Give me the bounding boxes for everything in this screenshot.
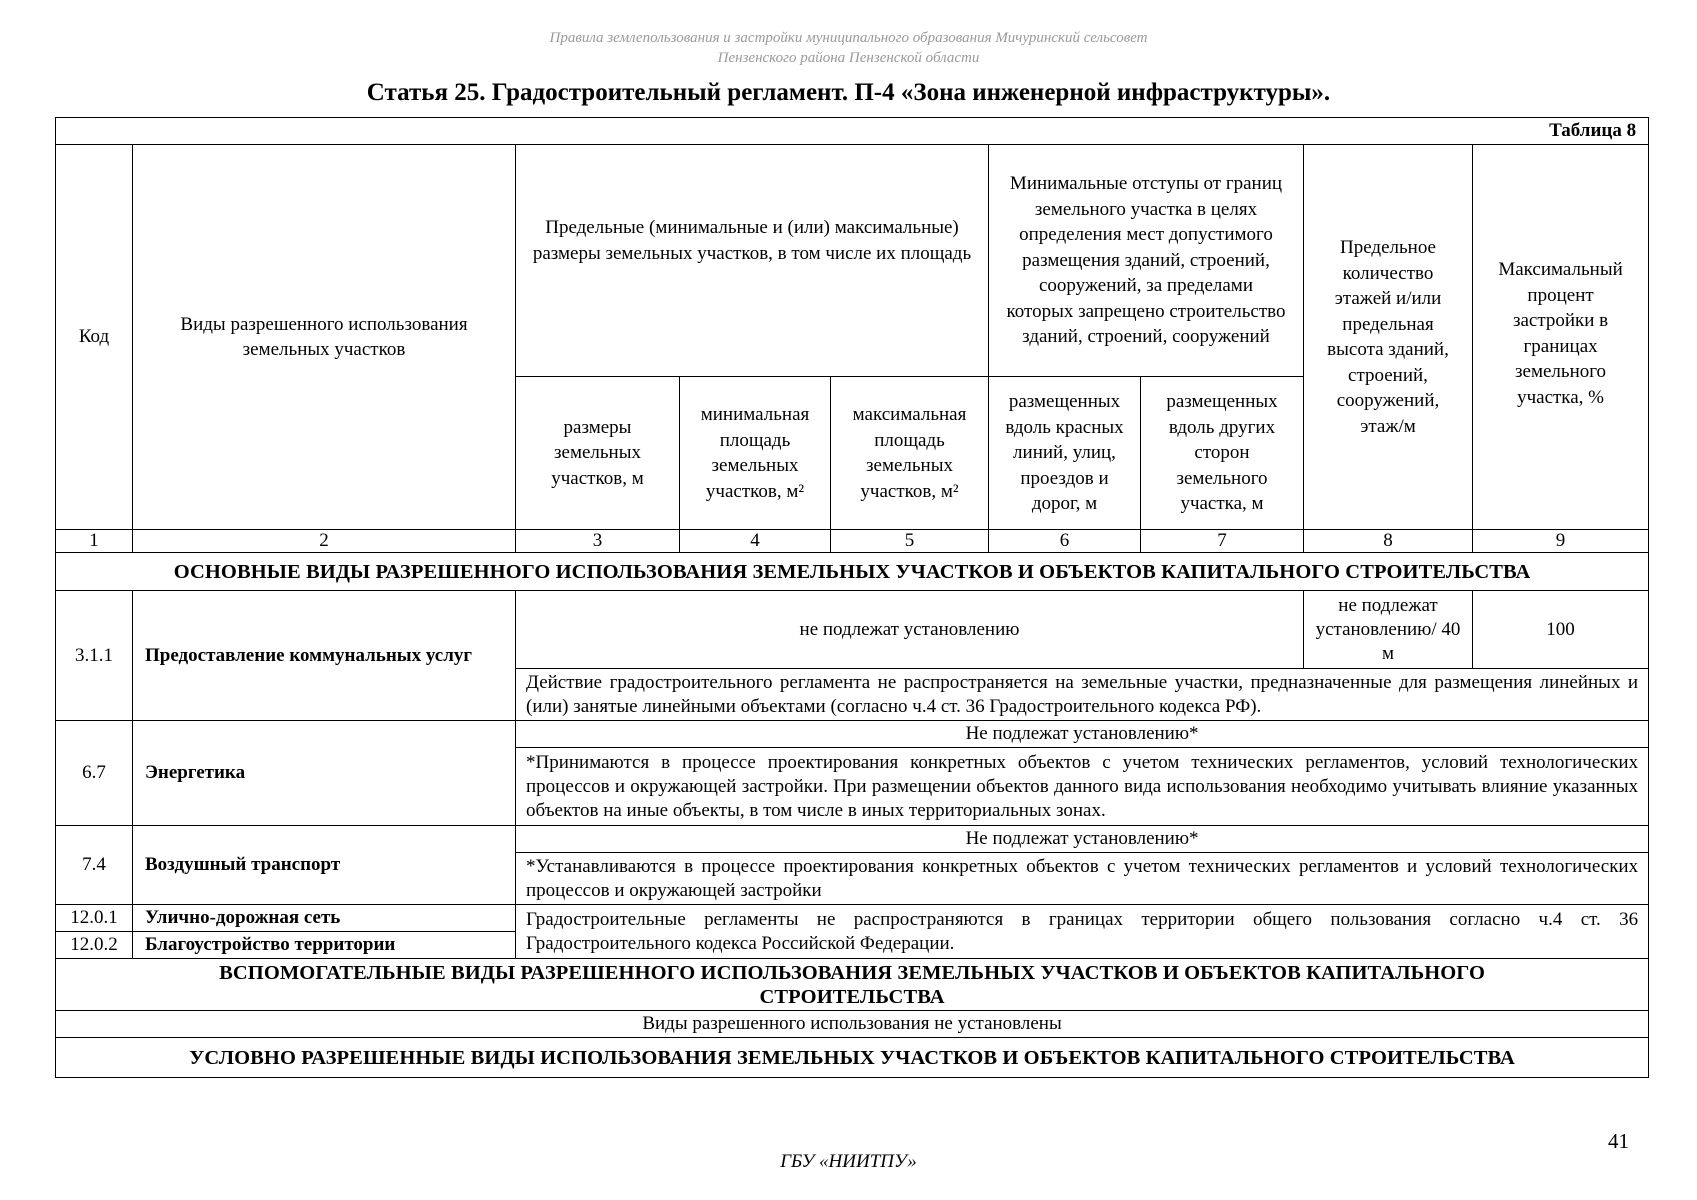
row-limits: Не подлежат установлению* [516, 826, 1649, 853]
running-header [0, 28, 1697, 68]
column-number: 1 [56, 530, 133, 553]
row-note: *Устанавливаются в процессе проектирования конкретных объектов с учетом технических регламентов и условий технологических процессов и окружающей застройки [516, 853, 1649, 905]
header-sizes: размеры земельных участков, м [516, 377, 680, 530]
column-number: 2 [133, 530, 516, 553]
column-number: 3 [516, 530, 680, 553]
row-limits: Не подлежат установлению* [516, 721, 1649, 748]
section-aux-heading: ВСПОМОГАТЕЛЬНЫЕ ВИДЫ РАЗРЕШЕННОГО ИСПОЛЬЗОВАНИЯ ЗЕМЕЛЬНЫХ УЧАСТКОВ И ОБЪЕКТОВ КАПИТАЛЬНОГО СТРОИТЕЛЬСТВА [56, 959, 1649, 1011]
section-conditional-heading: УСЛОВНО РАЗРЕШЕННЫЕ ВИДЫ ИСПОЛЬЗОВАНИЯ ЗЕМЕЛЬНЫХ УЧАСТКОВ И ОБЪЕКТОВ КАПИТАЛЬНОГО СТРОИТЕЛЬСТВА [56, 1038, 1649, 1078]
section-main-heading: ОСНОВНЫЕ ВИДЫ РАЗРЕШЕННОГО ИСПОЛЬЗОВАНИЯ ЗЕМЕЛЬНЫХ УЧАСТКОВ И ОБЪЕКТОВ КАПИТАЛЬНОГО СТРОИТЕЛЬСТВА [56, 553, 1649, 591]
column-number: 5 [831, 530, 989, 553]
row-code: 12.0.2 [56, 932, 133, 959]
row-use-type: Энергетика [133, 721, 516, 826]
header-min-area: минимальная площадь земельных участков, м² [680, 377, 831, 530]
page-number: 41 [1608, 1129, 1629, 1153]
header-max-percent: Максимальный процент застройки в границах земельного участка, % [1473, 145, 1649, 530]
row-floors: не подлежат установлению/ 40 м [1304, 591, 1473, 669]
row-code: 3.1.1 [56, 591, 133, 721]
column-number: 9 [1473, 530, 1649, 553]
row-use-type: Предоставление коммунальных услуг [133, 591, 516, 721]
row-use-type: Благоустройство территории [133, 932, 516, 959]
header-code: Код [56, 145, 133, 530]
running-header-line-1: Правила землепользования и застройки муниципального образования Мичуринский сельсовет [549, 30, 1148, 46]
row-code: 6.7 [56, 721, 133, 826]
row-code: 7.4 [56, 826, 133, 905]
row-note: Действие градостроительного регламента не распространяется на земельные участки, предназначенные для размещения линейных и (или) занятые линейными объектами (согласно ч.4 ст. 36 Градостроительного кодекса РФ). [516, 669, 1649, 721]
row-use-type: Улично-дорожная сеть [133, 905, 516, 932]
header-along-other: размещенных вдоль других сторон земельного участка, м [1141, 377, 1304, 530]
running-header-line-2: Пензенского района Пензенской области [717, 50, 980, 66]
header-setbacks-group: Минимальные отступы от границ земельного участка в целях определения мест допустимого размещения зданий, строений, сооружений, за пределами которых запрещено строительство зданий, строений, сооружений [989, 145, 1304, 377]
row-note: *Принимаются в процессе проектирования конкретных объектов с учетом технических регламентов, условий технологических процессов и окружающей застройки. При размещении объектов данного вида использования необходимо учитывать влияние указанных объектов на иные объекты, в том числе в иных территориальных зонах. [516, 748, 1649, 826]
column-number: 4 [680, 530, 831, 553]
page-footer: ГБУ «НИИТПУ» [780, 1151, 917, 1172]
column-numbers-row [56, 530, 1649, 553]
page-title: Статья 25. Градостроительный регламент. П-4 «Зона инженерной инфраструктуры». [366, 79, 1331, 106]
column-number: 8 [1304, 530, 1473, 553]
column-number: 6 [989, 530, 1141, 553]
header-max-area: максимальная площадь земельных участков, м² [831, 377, 989, 530]
row-code: 12.0.1 [56, 905, 133, 932]
row-note: Градостроительные регламенты не распространяются в границах территории общего пользования согласно ч.4 ст. 36 Градостроительного кодекса Российской Федерации. [516, 905, 1649, 959]
column-number: 7 [1141, 530, 1304, 553]
header-along-red-lines: размещенных вдоль красных линий, улиц, проездов и дорог, м [989, 377, 1141, 530]
row-limits: не подлежат установлению [516, 591, 1304, 669]
aux-none-text: Виды разрешенного использования не установлены [56, 1011, 1649, 1038]
row-use-type: Воздушный транспорт [133, 826, 516, 905]
header-floors: Предельное количество этажей и/или предельная высота зданий, строений, сооружений, этаж/м [1304, 145, 1473, 530]
table-caption: Таблица 8 [56, 118, 1649, 145]
header-types: Виды разрешенного использования земельных участков [133, 145, 516, 530]
regulation-table [55, 117, 1649, 1078]
regulation-table-wrapper [55, 117, 1648, 1078]
row-percent: 100 [1473, 591, 1649, 669]
header-limits-group: Предельные (минимальные и (или) максимальные) размеры земельных участков, в том числе их площадь [516, 145, 989, 377]
